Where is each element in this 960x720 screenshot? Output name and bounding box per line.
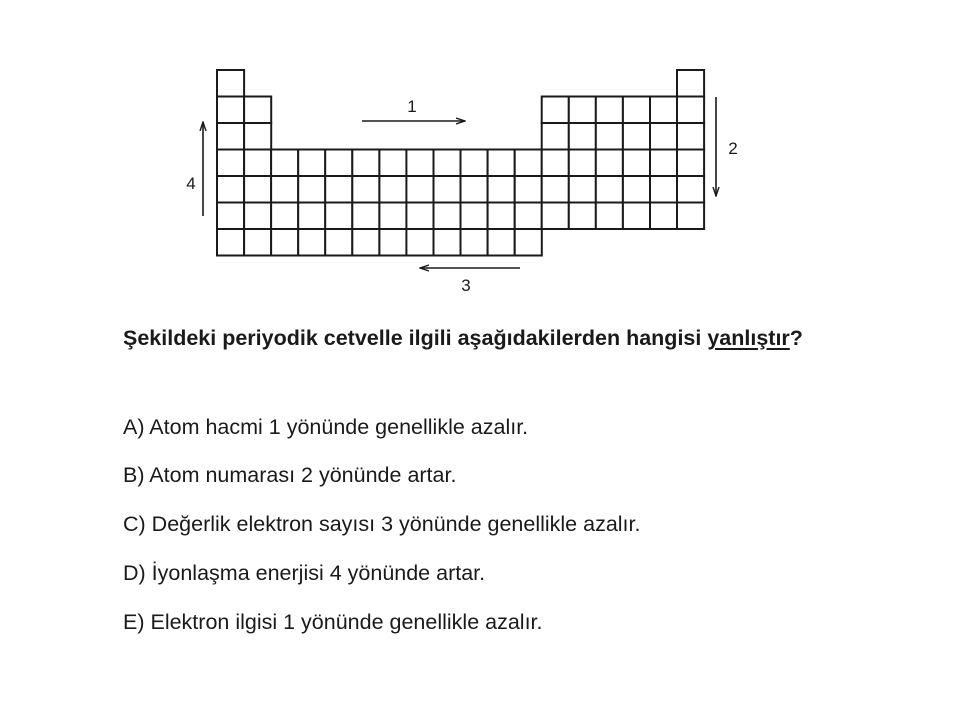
table-cell xyxy=(650,150,677,177)
arrow-3-label: 3 xyxy=(461,276,471,295)
table-cell xyxy=(434,203,461,230)
table-cell xyxy=(352,176,379,203)
table-cell xyxy=(379,176,406,203)
option-e[interactable] xyxy=(123,608,543,636)
periodic-table-figure xyxy=(0,0,960,320)
table-cell xyxy=(515,150,542,177)
arrow-3 xyxy=(420,268,520,295)
table-cell xyxy=(379,229,406,256)
table-cell xyxy=(623,203,650,230)
arrow-1-label: 1 xyxy=(407,97,417,116)
option-a-text: Atom hacmi 1 yönünde genellikle azalır. xyxy=(149,415,529,439)
table-cell xyxy=(325,229,352,256)
table-cell xyxy=(298,203,325,230)
table-cell xyxy=(244,123,271,150)
table-cell xyxy=(434,150,461,177)
table-cell xyxy=(217,229,244,256)
table-cell xyxy=(569,176,596,203)
option-a[interactable] xyxy=(123,413,528,441)
table-cell xyxy=(515,176,542,203)
table-cell xyxy=(217,70,244,97)
table-cell xyxy=(677,97,704,124)
table-cell xyxy=(542,97,569,124)
table-cell xyxy=(623,150,650,177)
table-cell xyxy=(569,123,596,150)
table-cell xyxy=(515,203,542,230)
table-cell xyxy=(406,150,433,177)
table-cell xyxy=(298,150,325,177)
table-cell xyxy=(271,203,298,230)
table-cell xyxy=(677,70,704,97)
table-cell xyxy=(244,229,271,256)
table-cell xyxy=(677,203,704,230)
option-a-letter: A) xyxy=(123,415,145,439)
arrow-4-label: 4 xyxy=(186,174,196,193)
table-cell xyxy=(488,203,515,230)
table-cell xyxy=(406,176,433,203)
table-cell xyxy=(488,229,515,256)
table-cell xyxy=(461,203,488,230)
option-d[interactable] xyxy=(123,559,485,587)
option-b-letter: B) xyxy=(123,463,145,487)
table-cell xyxy=(352,150,379,177)
option-e-letter: E) xyxy=(123,610,145,634)
table-cell xyxy=(488,176,515,203)
table-cell xyxy=(461,150,488,177)
table-cell xyxy=(677,176,704,203)
option-b-text: Atom numarası 2 yönünde artar. xyxy=(149,463,457,487)
table-cell xyxy=(515,229,542,256)
table-cell xyxy=(650,176,677,203)
table-cell xyxy=(623,176,650,203)
table-cell xyxy=(542,150,569,177)
table-cell xyxy=(461,176,488,203)
table-cell xyxy=(244,176,271,203)
question-text xyxy=(123,321,813,355)
option-c[interactable] xyxy=(123,510,640,538)
table-cell xyxy=(650,123,677,150)
arrow-2 xyxy=(716,97,738,196)
table-cell xyxy=(569,150,596,177)
option-c-letter: C) xyxy=(123,512,146,536)
question-main: Şekildeki periyodik cetvelle ilgili aşağıdakilerden hangisi xyxy=(123,326,708,350)
table-cell xyxy=(677,123,704,150)
table-cell xyxy=(217,203,244,230)
table-cell xyxy=(488,150,515,177)
table-cell xyxy=(325,150,352,177)
table-cell xyxy=(217,150,244,177)
table-cell xyxy=(569,97,596,124)
table-cell xyxy=(406,229,433,256)
table-cell xyxy=(406,203,433,230)
table-cell xyxy=(461,229,488,256)
table-cell xyxy=(271,176,298,203)
table-cell xyxy=(217,97,244,124)
table-cell xyxy=(650,97,677,124)
table-cell xyxy=(379,150,406,177)
table-cell xyxy=(217,123,244,150)
table-cell xyxy=(244,97,271,124)
table-cell xyxy=(434,229,461,256)
table-cell xyxy=(596,123,623,150)
table-cell xyxy=(325,203,352,230)
table-cell xyxy=(352,229,379,256)
table-cell xyxy=(677,150,704,177)
option-b[interactable] xyxy=(123,461,456,489)
option-d-letter: D) xyxy=(123,561,146,585)
table-cell xyxy=(244,203,271,230)
table-cell xyxy=(542,123,569,150)
table-cell xyxy=(298,176,325,203)
table-cell xyxy=(542,203,569,230)
table-cell xyxy=(650,203,677,230)
table-cell xyxy=(596,203,623,230)
table-cell xyxy=(596,176,623,203)
table-cell xyxy=(217,176,244,203)
table-cell xyxy=(352,203,379,230)
table-cell xyxy=(379,203,406,230)
table-cell xyxy=(542,176,569,203)
option-e-text: Elektron ilgisi 1 yönünde genellikle azalır. xyxy=(150,610,543,634)
table-cell xyxy=(244,150,271,177)
table-cell xyxy=(271,150,298,177)
arrow-2-label: 2 xyxy=(728,139,738,158)
arrow-1 xyxy=(362,97,465,121)
table-cell xyxy=(434,176,461,203)
table-cell xyxy=(596,150,623,177)
table-cell xyxy=(596,97,623,124)
table-cell xyxy=(623,123,650,150)
table-cell xyxy=(569,203,596,230)
table-cell xyxy=(325,176,352,203)
table-cell xyxy=(271,229,298,256)
option-d-text: İyonlaşma enerjisi 4 yönünde artar. xyxy=(151,561,486,585)
periodic-table-grid xyxy=(217,70,704,256)
question-underlined-word: yanlıştır xyxy=(707,326,790,350)
table-cell xyxy=(623,97,650,124)
option-c-text: Değerlik elektron sayısı 3 yönünde genellikle azalır. xyxy=(151,512,641,536)
arrow-4 xyxy=(186,122,203,216)
table-cell xyxy=(298,229,325,256)
question-mark: ? xyxy=(789,326,803,350)
